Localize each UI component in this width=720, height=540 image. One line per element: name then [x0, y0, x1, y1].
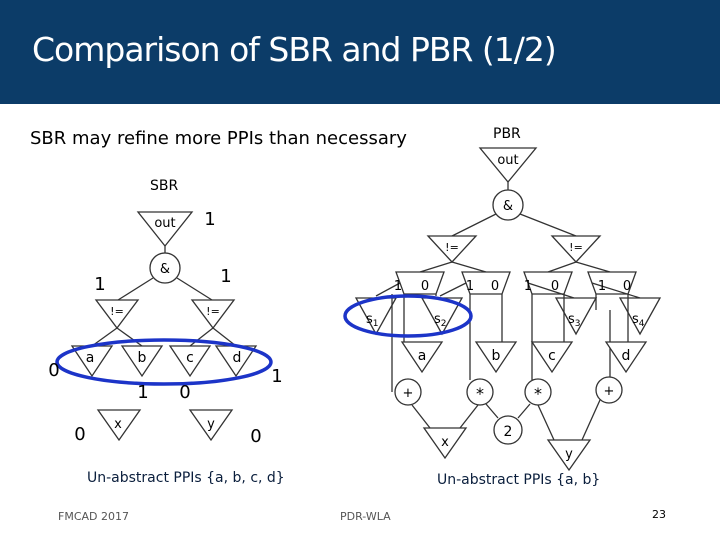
sbr-out-text: out	[154, 216, 176, 231]
pbr-input-d-text: d	[621, 348, 631, 364]
footer-topic: PDR-WLA	[340, 510, 391, 523]
sbr-val-right-neq: 1	[220, 266, 232, 287]
pbr-input-c-text: c	[548, 348, 556, 364]
pbr-s4-text: $s_4$	[632, 312, 645, 329]
sbr-val-left-neq: 1	[94, 274, 106, 295]
pbr-circuit	[356, 148, 660, 470]
sbr-neq-right-text: !=	[206, 305, 220, 318]
pbr-mux4-label-0: 0	[622, 279, 632, 294]
sbr-val-x: 0	[74, 424, 86, 445]
sbr-input-c-text: c	[186, 350, 194, 366]
pbr-op-mult-1-text: *	[476, 384, 484, 403]
sbr-val-out: 1	[204, 209, 216, 230]
pbr-op-plus-2-text: +	[603, 384, 615, 399]
slide-title: Comparison of SBR and PBR (1/2)	[32, 30, 556, 69]
pbr-out-text: out	[497, 153, 519, 168]
pbr-s1-text: $s_1$	[366, 312, 379, 329]
pbr-neq-left-text: !=	[445, 241, 459, 254]
pbr-mux4-label-1: 1	[597, 279, 607, 294]
pbr-label: PBR	[493, 126, 521, 142]
pbr-op-mult-2-text: *	[534, 384, 542, 403]
page-number: 23	[652, 508, 666, 521]
sbr-input-y-text: y	[207, 417, 215, 432]
pbr-mux1-label-0: 0	[420, 279, 430, 294]
pbr-mux2-label-1: 1	[465, 279, 475, 294]
sbr-val-a: 0	[48, 360, 60, 381]
pbr-const-2-text: 2	[503, 424, 513, 440]
pbr-s3-text: $s_3$	[568, 312, 581, 329]
sbr-label: SBR	[150, 178, 179, 194]
sbr-val-y: 0	[250, 426, 262, 447]
footer-conference: FMCAD 2017	[58, 510, 129, 523]
pbr-mux3-label-1: 1	[523, 279, 533, 294]
sbr-input-x-text: x	[114, 417, 122, 432]
pbr-input-b-text: b	[491, 348, 501, 364]
sbr-val-c: 0	[179, 382, 191, 403]
pbr-and-text: &	[502, 199, 514, 214]
pbr-s2-text: $s_2$	[434, 312, 447, 329]
sbr-caption: Un-abstract PPIs {a, b, c, d}	[87, 470, 285, 486]
sbr-input-a-text: a	[85, 350, 95, 366]
pbr-caption: Un-abstract PPIs {a, b}	[437, 472, 601, 488]
sbr-input-b-text: b	[137, 350, 147, 366]
slide-subtitle: SBR may refine more PPIs than necessary	[30, 128, 407, 149]
pbr-mux2-label-0: 0	[490, 279, 500, 294]
sbr-val-d: 1	[271, 366, 283, 387]
sbr-circuit	[72, 212, 256, 440]
pbr-input-y-text: y	[565, 447, 573, 462]
pbr-input-x-text: x	[441, 435, 449, 450]
sbr-val-b: 1	[137, 382, 149, 403]
pbr-mux3-label-0: 0	[550, 279, 560, 294]
pbr-input-a-text: a	[417, 348, 427, 364]
pbr-neq-right-text: !=	[569, 241, 583, 254]
pbr-op-plus-1-text: +	[402, 386, 414, 401]
sbr-neq-left-text: !=	[110, 305, 124, 318]
sbr-input-d-text: d	[232, 350, 242, 366]
sbr-and-text: &	[159, 262, 171, 277]
pbr-mux1-label-1: 1	[393, 279, 403, 294]
